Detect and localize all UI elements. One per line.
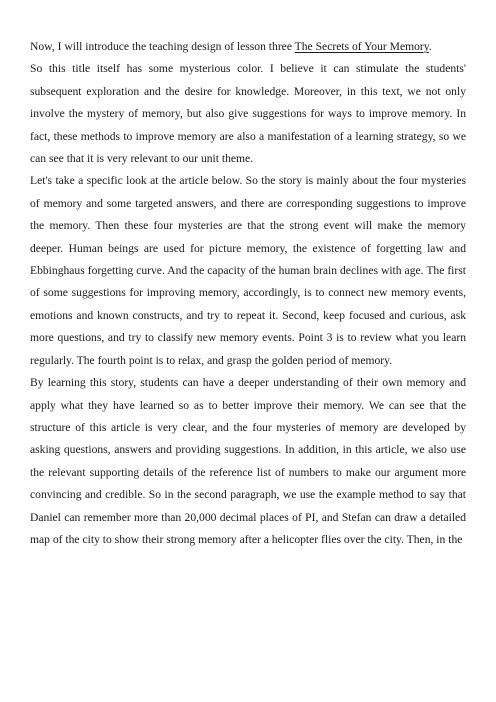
paragraph-title-discussion: So this title itself has some mysterious color. I believe it can stimulate the students' subsequent exploration and the desire for knowledge. Moreover, in this text, we not only involve the mystery of memory, but also give suggestions for ways to improve memory. In fact, these methods to improve memory are also a manifestation of a learning strategy, so we can see that it is very relevant to our unit theme. [30, 62, 466, 166]
intro-text: Now, I will introduce the teaching design of lesson three [30, 40, 295, 53]
paragraph-article-content: Let's take a specific look at the article below. So the story is mainly about the four mysteries of memory and some targeted answers, and there are corresponding suggestions to improve the memory. Then these four mysteries are that the strong event will make the memory deeper. Human beings are used for picture memory, the existence of forgetting law and Ebbinghaus forgetting curve. And the capacity of the human brain declines with age. The first of some suggestions for improving memory, accordingly, is to connect new memory events, emotions and known constructs, and try to repeat it. Second, keep focused and curious, ask more questions, and try to classify new memory events. Point 3 is to review what you learn regularly. The fourth point is to relax, and grasp the golden period of memory. [30, 174, 466, 367]
intro-period: . [428, 40, 432, 53]
paragraph-learning-outcome: By learning this story, students can have a deeper understanding of their own memory and apply what they have learned so as to better improve their memory. We can see that the structure of this article is very clear, and the four mysteries of memory are developed by asking questions, answers and providing suggestions. In addition, in this article, we also use the relevant supporting details of the reference list of numbers to make our argument more convincing and credible. So in the second paragraph, we use the example method to say that Daniel can remember more than 20,000 decimal places of PI, and Stefan can draw a detailed map of the city to show their strong memory after a helicopter flies over the city. Then, in the [30, 376, 466, 546]
intro-line [30, 36, 466, 58]
lesson-title: The Secrets of Your Memory [294, 40, 429, 53]
